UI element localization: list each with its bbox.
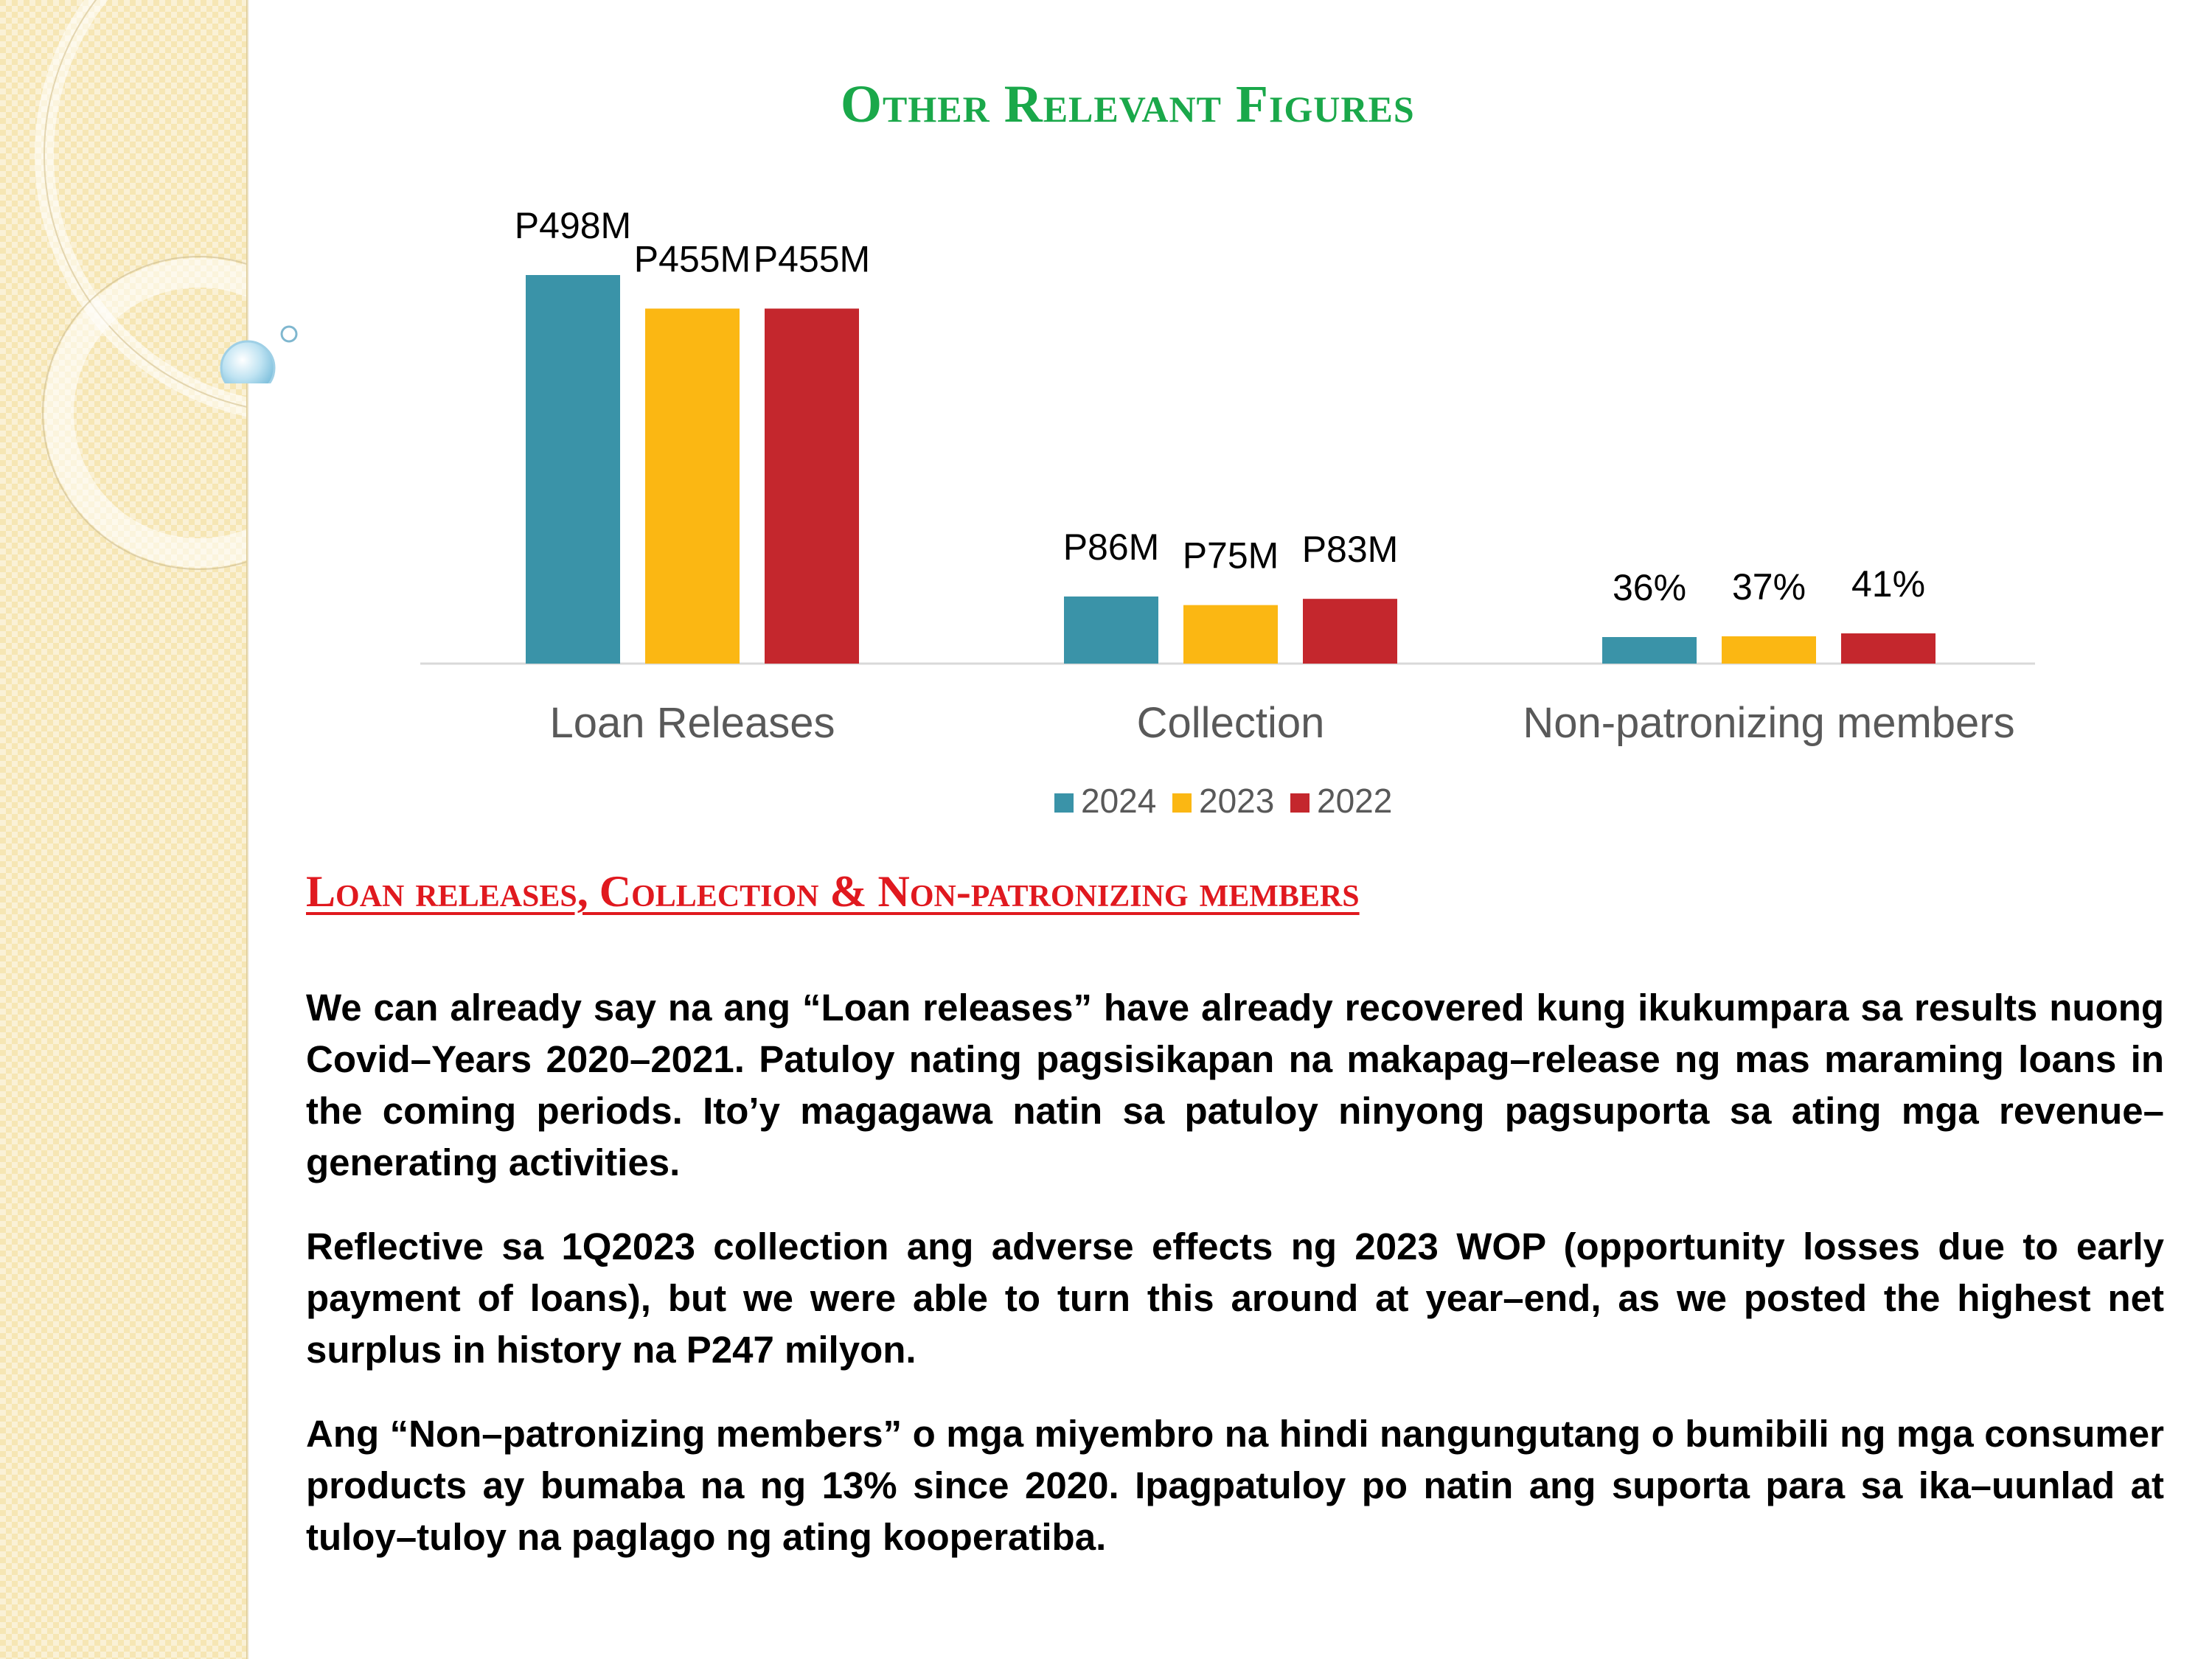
medium-ring	[59, 273, 246, 553]
sidebar-edge-divider	[246, 0, 249, 1659]
category-label: Collection	[1136, 699, 1325, 747]
data-label: 41%	[1851, 563, 1926, 605]
paragraph-non-patronizing: Ang “Non–patronizing members” o mga miyembro na hindi nangungutang o bumibili ng mga consumer products ay bumaba na ng 13% since 2020. Ipagpatuloy po natin ang suporta para sa ika–uunlad at tuloy–tuloy na paglago ng ating kooperatiba.	[306, 1413, 2164, 1558]
decorative-rings	[0, 0, 246, 1659]
legend-label-2023: 2023	[1199, 782, 1275, 820]
bar-2023-loan-releases	[645, 309, 740, 664]
category-label: Loan Releases	[549, 699, 835, 747]
decorative-sidebar	[0, 0, 246, 1659]
bar-2022-collection	[1303, 599, 1397, 664]
legend-label-2022: 2022	[1317, 782, 1393, 820]
data-label: P455M	[633, 238, 751, 280]
legend-swatch-2023	[1172, 793, 1192, 813]
bar-2024-collection	[1064, 597, 1158, 664]
section-heading: Loan releases, Collection & Non-patronizing members	[306, 867, 1360, 916]
data-label: P455M	[753, 238, 871, 280]
data-label: 36%	[1612, 567, 1687, 608]
legend-swatch-2022	[1290, 793, 1310, 813]
bar-2022-loan-releases	[765, 309, 859, 664]
paragraph-collection: Reflective sa 1Q2023 collection ang adverse effects ng 2023 WOP (opportunity losses due to early payment of loans), but we were able to turn this around at year–end, as we posted the highest net surplus in history na P247 milyon.	[306, 1225, 2164, 1371]
bar-2022-non-patronizing-members	[1841, 633, 1935, 664]
data-label: P86M	[1062, 526, 1160, 568]
legend-swatch-2024	[1054, 793, 1074, 813]
bar-2024-loan-releases	[526, 275, 620, 664]
data-label: P75M	[1182, 535, 1279, 577]
data-label: 37%	[1731, 566, 1806, 608]
data-label: P83M	[1301, 529, 1399, 571]
page-title: Other Relevant Figures	[841, 74, 1415, 133]
category-label: Non-patronizing members	[1523, 699, 2015, 747]
bubble-small	[282, 327, 296, 341]
bar-chart	[413, 170, 2065, 833]
data-label: P498M	[514, 205, 632, 246]
bar-2023-non-patronizing-members	[1722, 636, 1816, 664]
bar-2023-collection	[1183, 605, 1278, 664]
bar-2024-non-patronizing-members	[1602, 637, 1697, 664]
legend-label-2024: 2024	[1081, 782, 1157, 820]
paragraph-loan-releases: We can already say na ang “Loan releases” have already recovered kung ikukumpara sa results nuong Covid–Years 2020–2021. Patuloy nating pagsisikapan na makapag–release ng mas maraming loans in the coming periods. Ito’y magagawa natin sa patuloy ninyong pagsuporta sa ating mga revenue–generating activities.	[306, 987, 2164, 1183]
